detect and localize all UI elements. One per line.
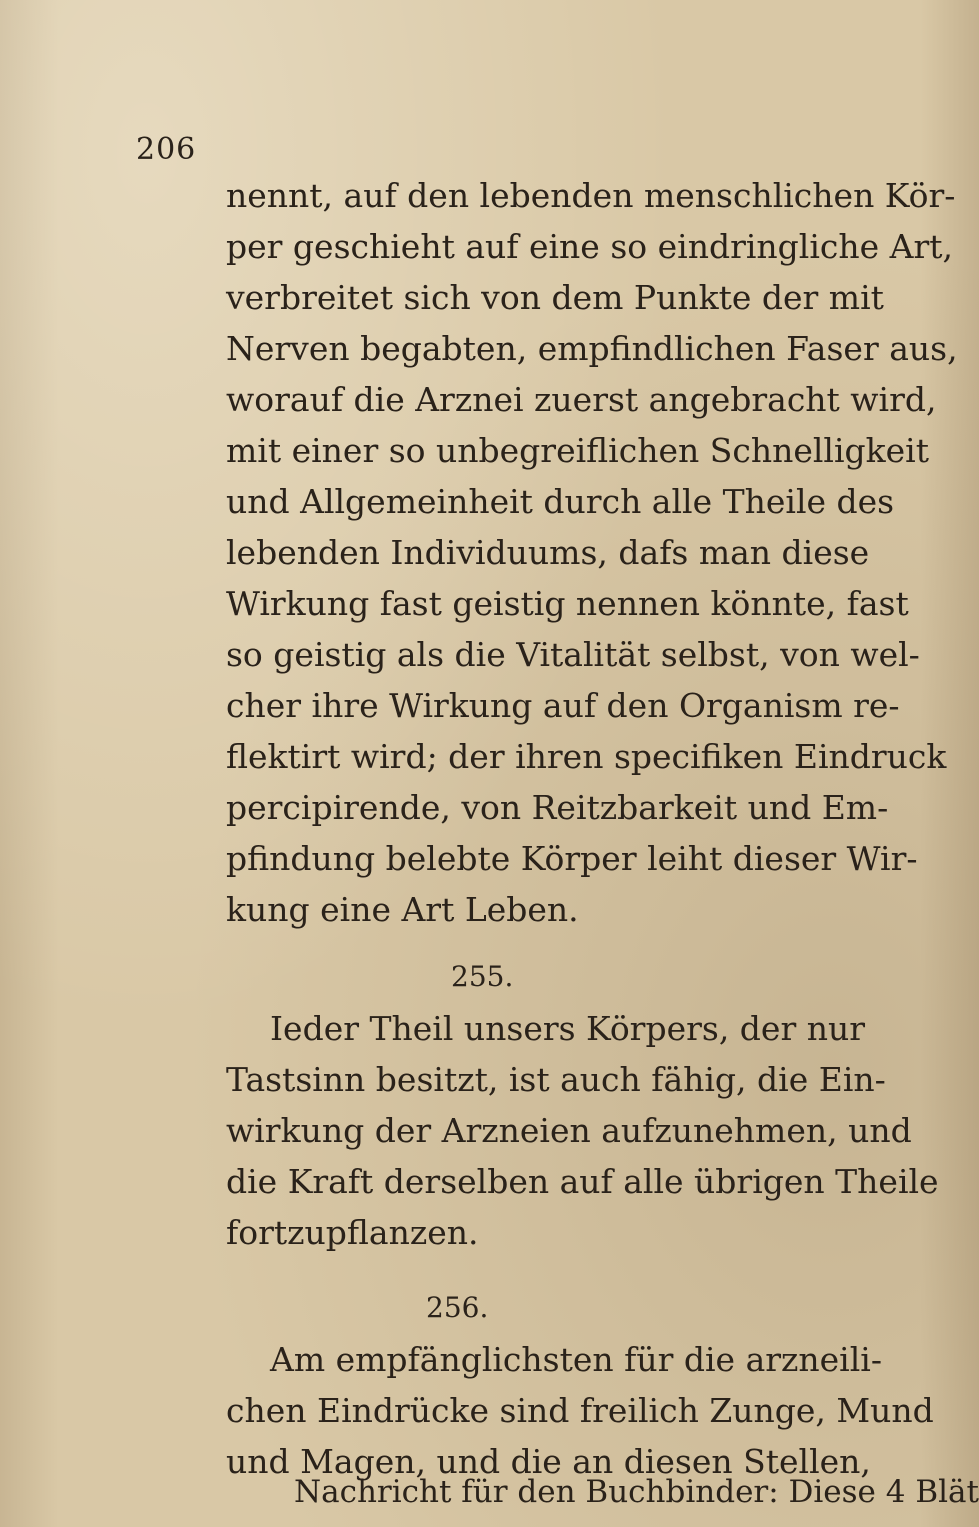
text-line: lebenden Individuums, dafs man diese (226, 533, 870, 572)
text-line: flektirt wird; der ihren specifiken Eindruck (226, 737, 947, 776)
text-line: percipirende, von Reitzbarkeit und Em- (226, 788, 889, 827)
text-line: fortzupflanzen. (226, 1213, 479, 1252)
section-number-256: 256. (426, 1291, 489, 1324)
page-number: 206 (136, 132, 197, 167)
text-line: und Allgemeinheit durch alle Theile des (226, 482, 895, 521)
text-line: cher ihre Wirkung auf den Organism re- (226, 686, 900, 725)
text-line: Wirkung fast geistig nennen könnte, fast (226, 584, 909, 623)
text-line: die Kraft derselben auf alle übrigen Theile (226, 1162, 939, 1201)
section-number-255: 255. (451, 960, 514, 993)
text-line: nennt, auf den lebenden menschlichen Kör- (226, 176, 956, 215)
text-line: Ieder Theil unsers Körpers, der nur (270, 1009, 865, 1048)
text-line: mit einer so unbegreiflichen Schnelligkeit (226, 431, 929, 470)
text-line: und Magen, und die an diesen Stellen, (226, 1442, 871, 1481)
text-line: worauf die Arznei zuerst angebracht wird, (226, 380, 937, 419)
text-line: pfindung belebte Körper leiht dieser Wir- (226, 839, 918, 878)
text-line: so geistig als die Vitalität selbst, von wel- (226, 635, 920, 674)
text-line: verbreitet sich von dem Punkte der mit (226, 278, 884, 317)
body-text (226, 170, 958, 1487)
text-line: Am empfänglichsten für die arzneili- (270, 1340, 882, 1379)
text-line: Tastsinn besitzt, ist auch fähig, die Ein- (226, 1060, 886, 1099)
binder-note: Nachricht für den Buchbinder: Diese 4 Blät (294, 1474, 979, 1510)
text-line: per geschieht auf eine so eindringliche Art, (226, 227, 953, 266)
text-line: Nerven begabten, empfindlichen Faser aus, (226, 329, 958, 368)
text-line: kung eine Art Leben. (226, 890, 579, 929)
text-line: wirkung der Arzneien aufzunehmen, und (226, 1111, 912, 1150)
text-line: chen Eindrücke sind freilich Zunge, Mund (226, 1391, 934, 1430)
